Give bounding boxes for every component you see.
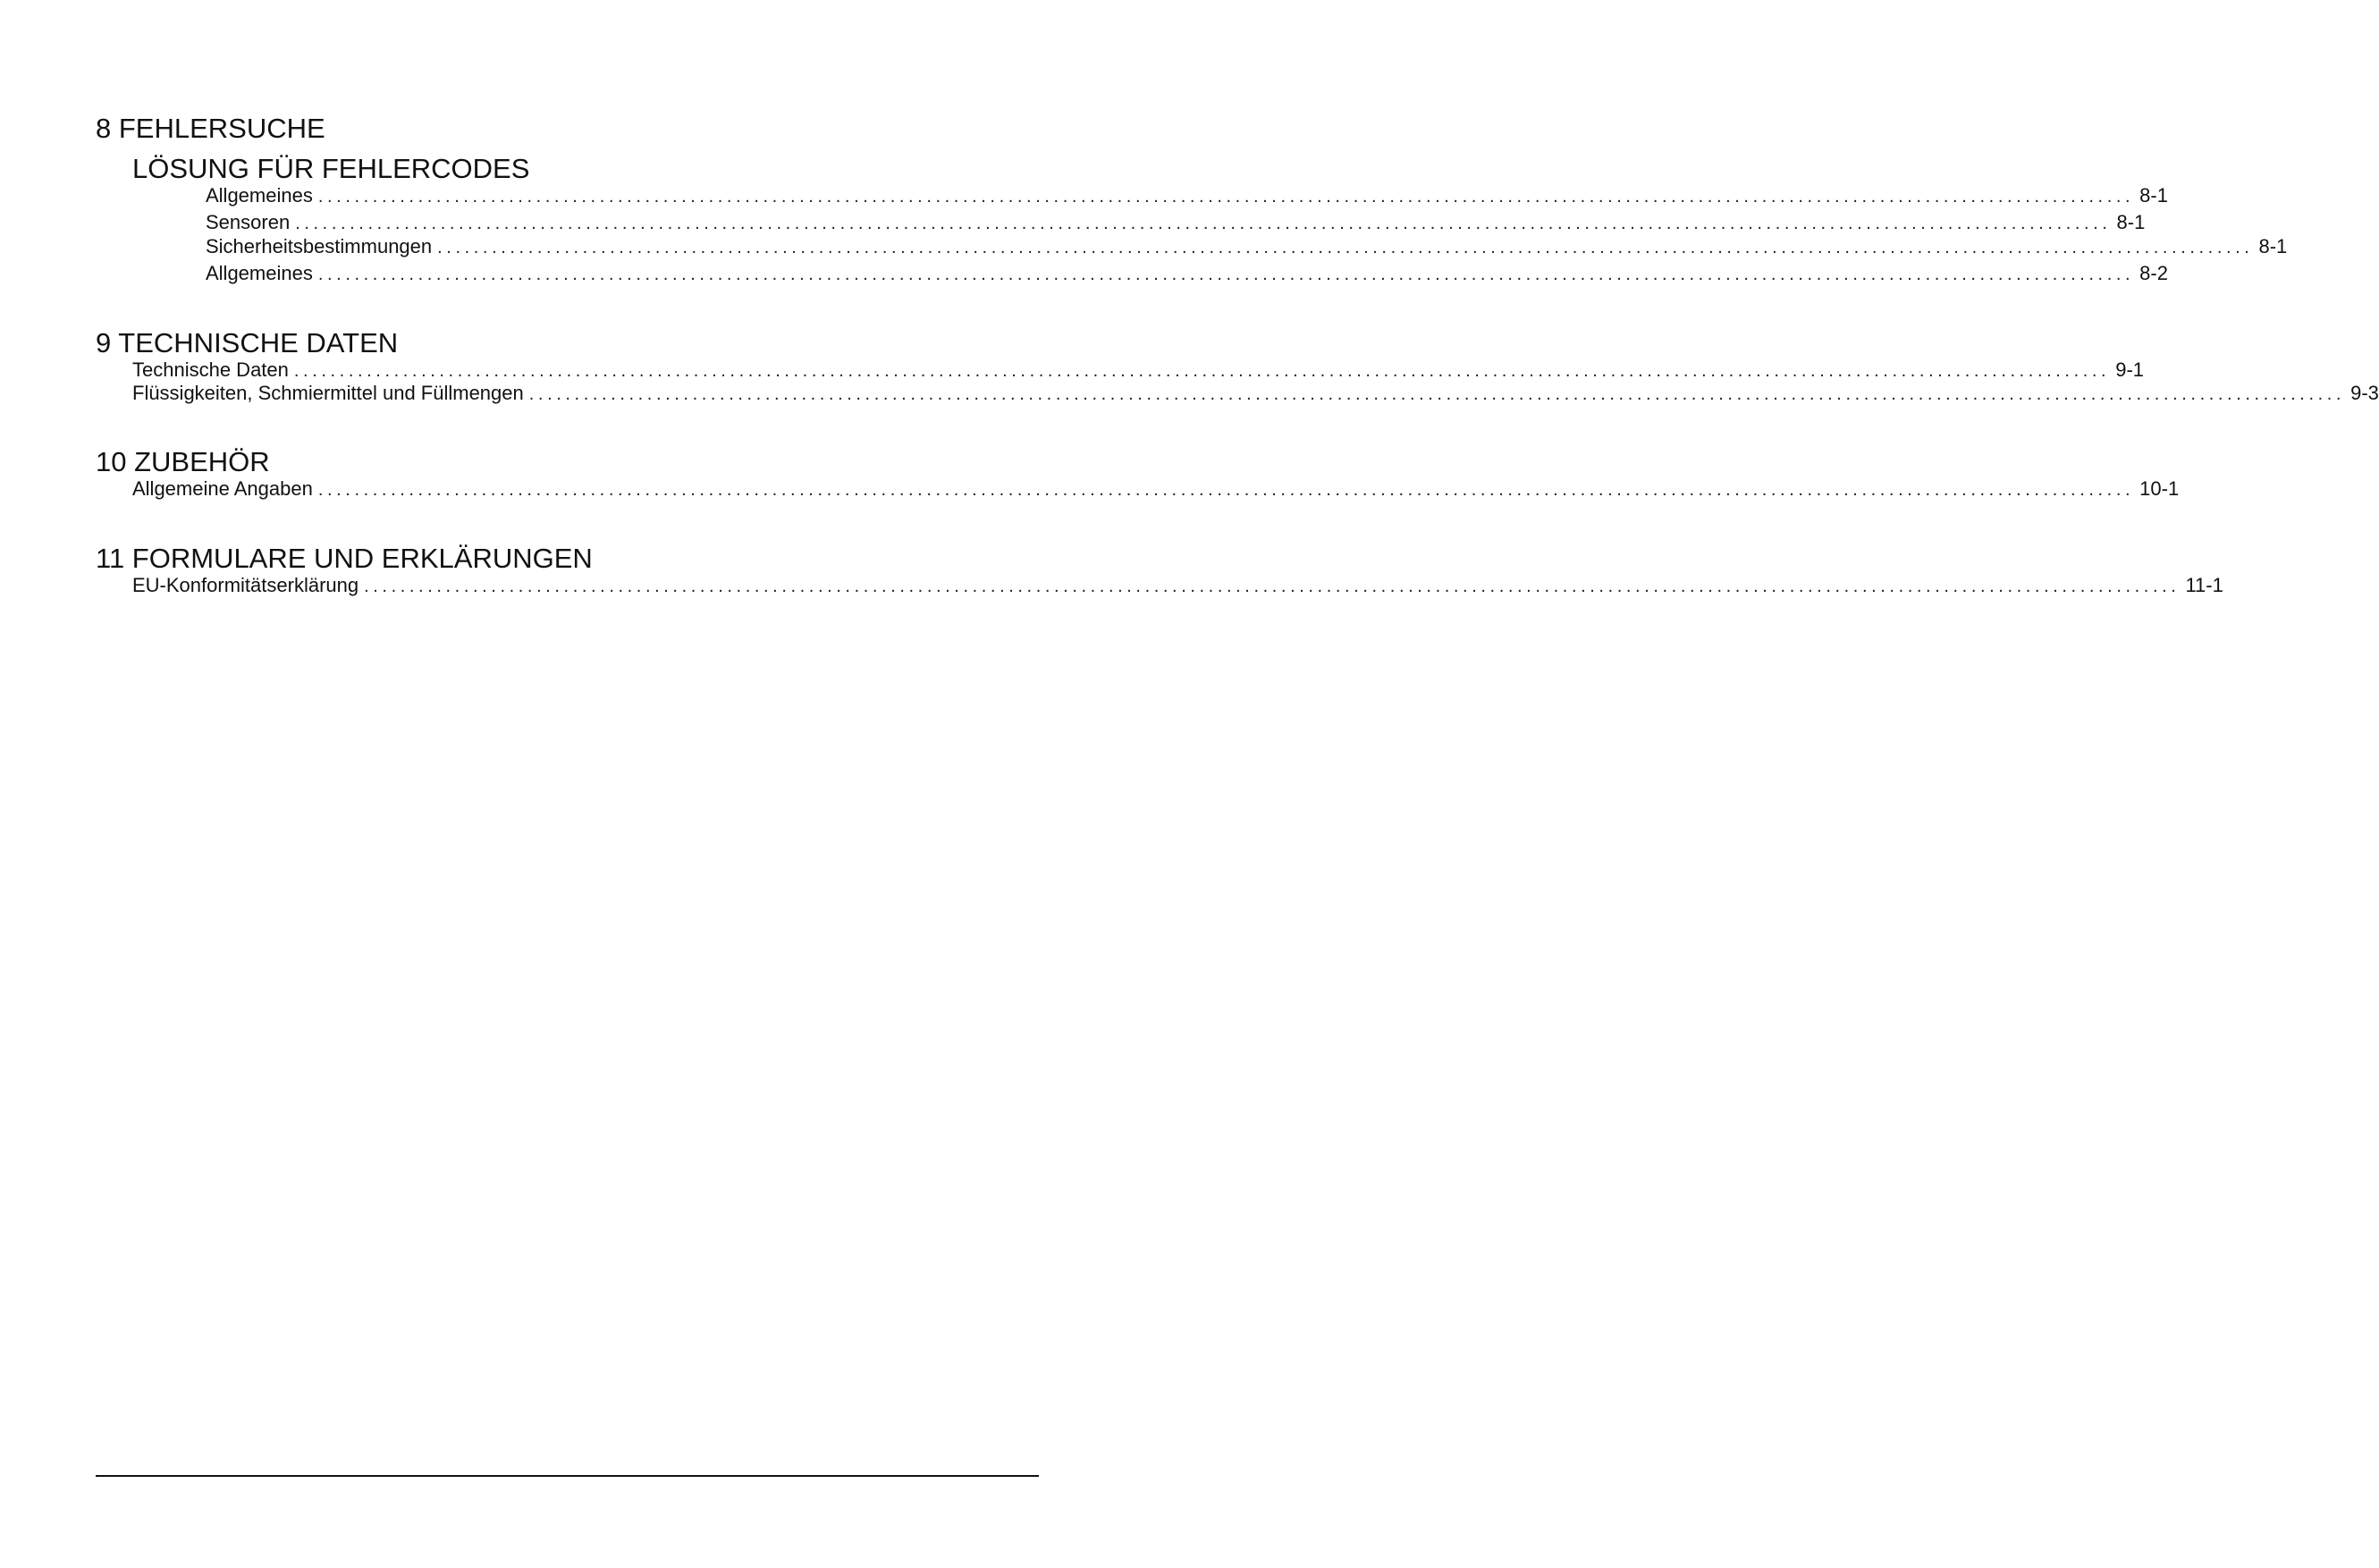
chapter-heading-9: 9 TECHNISCHE DATEN xyxy=(96,327,399,358)
dot-leader: ........................................................................................................................................................................................................ xyxy=(317,187,2135,207)
chapter-heading-8: 8 FEHLERSUCHE xyxy=(96,113,325,144)
toc-entry-page: 11-1 xyxy=(2185,574,2223,596)
toc-entry-label: Allgemeines xyxy=(206,262,313,284)
toc-entry-label: Technische Daten xyxy=(132,358,289,381)
toc-entry[interactable] xyxy=(206,210,2146,235)
toc-entry-page: 8-1 xyxy=(2116,211,2146,233)
toc-entry-page: 8-1 xyxy=(2139,184,2168,207)
toc-entry[interactable] xyxy=(132,476,2180,502)
toc-entry-page: 10-1 xyxy=(2139,477,2180,500)
subchapter-heading-fehlercodes: LÖSUNG FÜR FEHLERCODES xyxy=(132,153,530,184)
chapter-heading-11: 11 FORMULARE UND ERKLÄRUNGEN xyxy=(96,543,593,574)
dot-leader: ........................................................................................................................................................................................................ xyxy=(437,238,2254,257)
toc-entry-label: Sensoren xyxy=(206,211,291,233)
dot-leader: ........................................................................................................................................................................................................ xyxy=(295,214,2112,233)
dot-leader: ........................................................................................................................................................................................................ xyxy=(293,361,2111,381)
toc-entry[interactable] xyxy=(206,183,2168,208)
toc-entry[interactable] xyxy=(132,358,2145,383)
footer-divider xyxy=(96,1475,1039,1477)
toc-entry-label: EU-Konformitätserklärung xyxy=(132,574,359,596)
toc-entry-page: 9-3 xyxy=(2350,382,2379,404)
toc-entry-label: Allgemeine Angaben xyxy=(132,477,313,500)
chapter-heading-10: 10 ZUBEHÖR xyxy=(96,446,270,477)
dot-leader: ........................................................................................................................................................................................................ xyxy=(317,480,2135,500)
toc-entry-page: 8-1 xyxy=(2258,235,2288,257)
toc-entry[interactable] xyxy=(206,261,2168,286)
dot-leader: ........................................................................................................................................................................................................ xyxy=(364,577,2181,596)
toc-entry-label: Allgemeines xyxy=(206,184,313,207)
dot-leader: ........................................................................................................................................................................................................ xyxy=(317,265,2135,284)
toc-entry-label: Flüssigkeiten, Schmiermittel und Füllmengen xyxy=(132,382,524,404)
toc-entry[interactable] xyxy=(132,381,2379,406)
toc-entry-label: Sicherheitsbestimmungen xyxy=(206,235,433,257)
toc-entry-page: 9-1 xyxy=(2115,358,2145,381)
dot-leader: ........................................................................................................................................................................................................ xyxy=(528,384,2346,404)
toc-entry[interactable] xyxy=(206,234,2288,259)
toc-entry-page: 8-2 xyxy=(2139,262,2168,284)
toc-entry[interactable] xyxy=(132,573,2223,598)
